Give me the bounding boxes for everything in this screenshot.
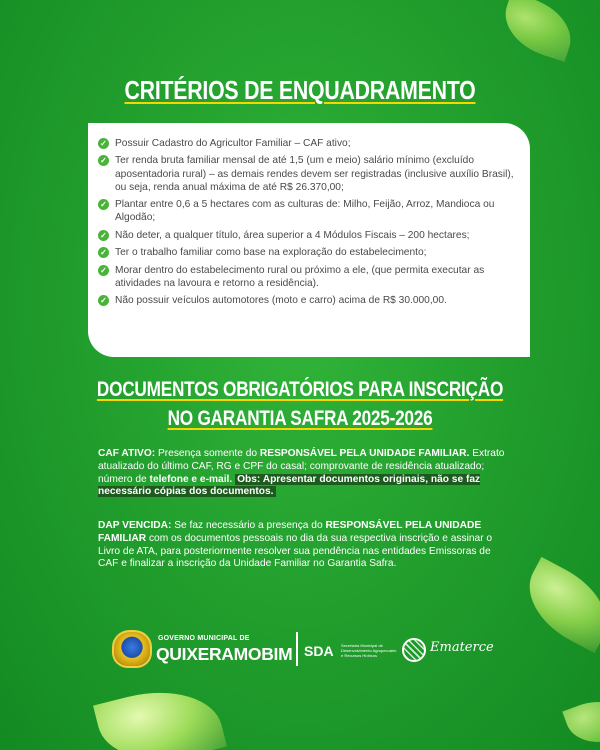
documents-title — [54, 375, 546, 433]
criteria-card — [88, 123, 530, 357]
criteria-item-text: Plantar entre 0,6 a 5 hectares com as culturas de: Milho, Feijão, Arroz, Mandioca ou Algodão; — [115, 199, 495, 224]
dap-bold-1: RESPONSÁVEL PELA UNIDADE FAMILIAR — [98, 520, 482, 544]
check-circle-icon: ✓ — [98, 230, 109, 241]
criteria-title: CRITÉRIOS DE ENQUADRAMENTO — [124, 75, 476, 105]
sda-subtitle: Secretaria Municipal de Desenvolvimento Agropecuário e Recursos Hídricos — [341, 643, 397, 658]
dap-paragraph — [98, 520, 506, 571]
criteria-item — [98, 264, 516, 290]
dap-text-2: com os documentos pessoais no dia da sua respectiva inscrição e assinar o Livro de ATA, para posteriormente resolver sua pendência nas entidades Emissoras de CAF e finalizar a inscrição da Unidade Familiar no Garantia Safra. — [98, 532, 493, 570]
dap-label: DAP VENCIDA: — [98, 520, 172, 531]
caf-label: CAF ATIVO: — [98, 448, 156, 459]
criteria-item-text: Ter renda bruta familiar mensal de até 1,5 (um e meio) salário mínimo (excluído aposentadoria rural) – as demais rendes devem ser registradas (inclusive auxílio Brasil), ou seja, renda anual máxima de até R$ 26.370,00; — [115, 155, 514, 193]
check-circle-icon: ✓ — [98, 138, 109, 149]
criteria-item — [98, 294, 516, 307]
criteria-item — [98, 198, 516, 224]
criteria-item — [98, 229, 516, 242]
criteria-item — [98, 246, 516, 259]
criteria-list — [98, 137, 516, 307]
caf-text-1: Presença somente do — [155, 448, 260, 459]
city-logo-text: QUIXERAMOBIM — [156, 644, 293, 664]
criteria-item — [98, 137, 516, 150]
caf-bold-2: telefone e e-mail. — [149, 473, 233, 485]
leaf-icon — [496, 0, 580, 62]
check-circle-icon: ✓ — [98, 199, 109, 210]
check-circle-icon: ✓ — [98, 247, 109, 258]
caf-bold-1: RESPONSÁVEL PELA UNIDADE FAMILIAR. — [259, 448, 470, 459]
municipal-crest-icon — [112, 630, 152, 668]
leaf-icon — [513, 557, 600, 653]
ematerce-logo-icon — [402, 638, 426, 662]
criteria-item-text: Não possuir veículos automotores (moto e carro) acima de R$ 30.000,00. — [115, 295, 447, 307]
check-circle-icon: ✓ — [98, 295, 109, 306]
criteria-item-text: Não deter, a qualquer título, área superior a 4 Módulos Fiscais – 200 hectares; — [115, 229, 470, 241]
check-circle-icon: ✓ — [98, 155, 109, 166]
caf-note-highlight: Obs: Apresentar documentos originais, não se faz necessário cópias dos documentos. — [98, 473, 481, 498]
criteria-item — [98, 154, 516, 194]
dap-text-1: Se faz necessário a presença do — [171, 520, 326, 531]
criteria-item-text: Possuir Cadastro do Agricultor Familiar – CAF ativo; — [115, 138, 351, 149]
documents-title-line-1: DOCUMENTOS OBRIGATÓRIOS PARA INSCRIÇÃO — [96, 378, 504, 401]
criteria-item-text: Ter o trabalho familiar como base na exploração do estabelecimento; — [115, 247, 427, 259]
criteria-item-text: Morar dentro do estabelecimento rural ou próximo a ele, (que permita executar as atividades na lavoura e retorno a residência). — [115, 264, 485, 289]
caf-text-2: Extrato atualizado do último CAF, RG e CPF do casal; comprovante de residência atualizado; número de — [98, 448, 505, 485]
ematerce-logo-text: Ematerce — [430, 640, 494, 655]
gov-label: GOVERNO MUNICIPAL DE — [158, 635, 250, 642]
documents-title-line-2: NO GARANTIA SAFRA 2025-2026 — [167, 407, 433, 430]
footer-logos — [108, 630, 500, 670]
check-circle-icon: ✓ — [98, 265, 109, 276]
leaf-icon — [562, 691, 600, 750]
logo-divider — [296, 632, 298, 666]
leaf-icon — [93, 677, 227, 750]
caf-paragraph — [98, 448, 506, 499]
sda-logo-text: SDA — [304, 643, 334, 659]
